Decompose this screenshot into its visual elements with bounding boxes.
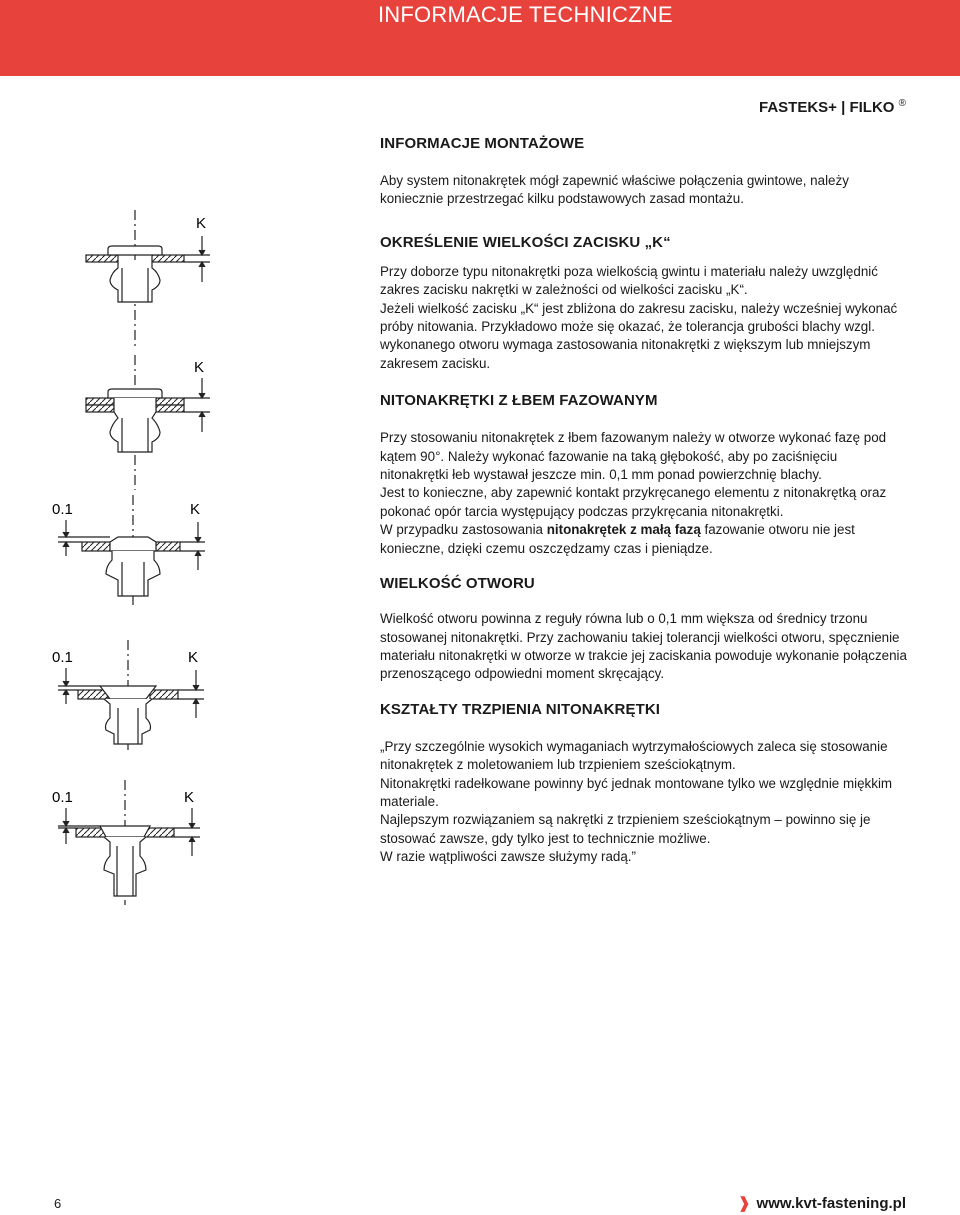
- section-paragraph: „Przy szczególnie wysokich wymaganiach wytrzymałościowych zaleca się stosowanie nitonakrętek z moletowaniem lub trzpieniem sześciokątnym.: [380, 738, 888, 773]
- section-heading: NITONAKRĘTKI Z ŁBEM FAZOWANYM: [380, 392, 658, 410]
- diagram-1: [86, 210, 210, 350]
- section-paragraph: Nitonakrętki radełkowane powinny być jednak montowane tylko we względnie miękkim materiale.: [380, 775, 893, 809]
- section-hole-size: [380, 574, 908, 684]
- website-url: www.kvt-fastening.pl: [756, 1195, 906, 1212]
- section-mounting-info: [380, 134, 908, 209]
- diagram-3: [58, 495, 205, 605]
- section-heading: INFORMACJE MONTAŻOWE: [380, 135, 585, 152]
- section-chamfered-head: [380, 391, 908, 558]
- diagram-3-offset-label: 0.1: [52, 501, 73, 518]
- rich-text-bold: nitonakrętek z małą fazą: [546, 522, 701, 538]
- rich-text-before: W przypadku zastosowania: [380, 522, 547, 538]
- section-heading: WIELKOŚĆ OTWORU: [380, 575, 535, 593]
- section-heading: KSZTAŁTY TRZPIENIA NITONAKRĘTKI: [380, 700, 661, 718]
- section-clamp-size: [380, 233, 908, 373]
- brand-text: FASTEKS+ | FILKO: [758, 99, 895, 116]
- registered-mark: ®: [898, 98, 906, 109]
- rich-text-after: fazowanie otworu nie jest konieczne, dzięki czemu oszczędzamy czas i pieniądze.: [380, 522, 855, 556]
- section-paragraph: Przy doborze typu nitonakrętki poza wielkością gwintu i materiału należy uwzględnić zakres zacisku nakrętki w zależności od wielkości zacisku „K“.: [380, 263, 878, 298]
- diagram-4: [58, 640, 204, 750]
- section-paragraph: Przy stosowaniu nitonakrętek z łbem fazowanym należy w otworze wykonać fazę pod kątem 90°. Należy wykonać fazowanie na taką głębokość, aby po zaciśnięciu nitonakrętki łeb wystawał jeszcze min. 0,1 mm ponad powierzchnię blachy.: [380, 430, 887, 483]
- section-paragraph: Jeżeli wielkość zacisku „K“ jest zbliżona do zakresu zacisku, należy wcześniej wykonać próby nitowania. Przykładowo może się okazać, że tolerancja grubości blachy wzgl. wykonanego otworu wymaga zastosowania nitonakrętki z większym lub mniejszym zakresem zacisku.: [380, 300, 898, 371]
- section-paragraph: Wielkość otworu powinna z reguły równa lub o 0,1 mm większa od średnicy trzonu stosowanej nitonakrętki. Przy zachowaniu takiej tolerancji wielkości otworu, spęcznienie materiału nitonakrętki w otworze w trakcie jej zaciskania powoduje wykonanie połączenia przenoszącego odpowiedni moment skręcający.: [380, 611, 907, 682]
- section-paragraph: Aby system nitonakrętek mógł zapewnić właściwe połączenia gwintowe, należy koniecznie przestrzegać kilku podstawowych zasad montażu.: [380, 173, 849, 207]
- content-column: [380, 134, 908, 882]
- section-paragraph: W razie wątpliwości zawsze służymy radą.”: [380, 849, 636, 865]
- diagram-4-k-label: K: [188, 649, 199, 666]
- section-shank-shapes: [380, 700, 908, 867]
- section-paragraph-rich: [380, 521, 908, 558]
- chevron-right-icon: ❱: [737, 1195, 751, 1212]
- diagram-2: [86, 355, 210, 490]
- website-link[interactable]: [738, 1194, 906, 1212]
- section-paragraph: Jest to konieczne, aby zapewnić kontakt przykręcanego elementu z nitonakrętką oraz pokonać opór tarcia występujący podczas przykręcania nitonakrętki.: [380, 485, 887, 519]
- diagram-2-k-label: K: [194, 359, 205, 376]
- diagram-5-offset-label: 0.1: [52, 789, 73, 806]
- diagram-4-offset-label: 0.1: [52, 649, 73, 666]
- section-heading: OKREŚLENIE WIELKOŚCI ZACISKU „K“: [380, 233, 671, 251]
- diagram-5-k-label: K: [184, 789, 195, 806]
- page-title: INFORMACJE TECHNICZNE: [378, 2, 673, 27]
- page-number: 6: [54, 1196, 62, 1211]
- section-paragraph: Najlepszym rozwiązaniem są nakrętki z trzpieniem sześciokątnym – powinno się je stosować zawsze, gdy tylko jest to technicznie możliwe.: [380, 812, 871, 846]
- diagram-5: [58, 780, 200, 905]
- diagram-3-k-label: K: [190, 501, 201, 518]
- diagram-1-k-label: K: [196, 215, 207, 232]
